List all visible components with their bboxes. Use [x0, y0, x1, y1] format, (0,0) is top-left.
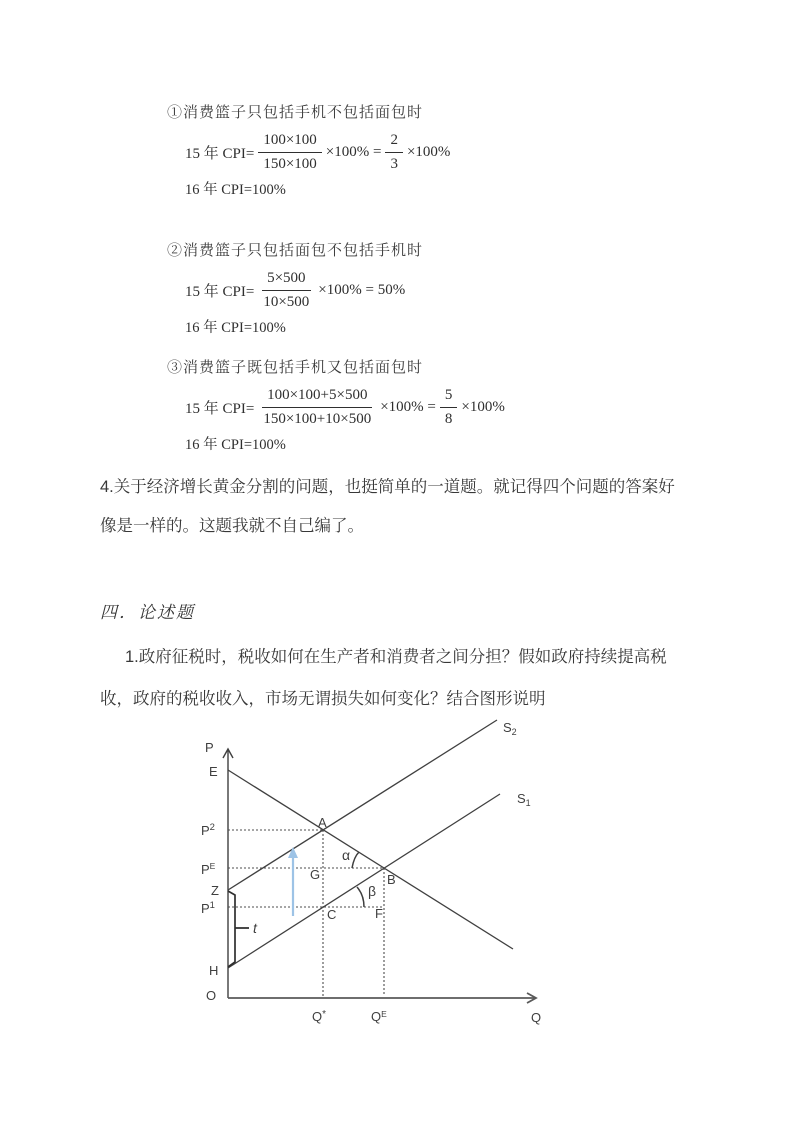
beta-angle-arc: [357, 887, 364, 907]
fraction-numerator: 100×100: [258, 131, 321, 153]
label-origin: O: [206, 988, 217, 1003]
result-denominator: 8: [444, 411, 453, 427]
label-point-b: B: [387, 872, 396, 887]
label-point-a: A: [318, 815, 327, 830]
tax-diagram: [190, 708, 565, 1038]
label-alpha: α: [342, 847, 351, 863]
label-h: H: [209, 963, 219, 978]
paragraph4-line1: 4.关于经济增长黄金分割的问题，也挺简单的一道题。就记得四个问题的答案好: [100, 478, 675, 496]
cpi-answer-1: [167, 103, 450, 199]
label-s2: $S_2$: [503, 720, 517, 737]
question1-line2: 收，政府的税收收入，市场无谓损失如何变化？结合图形说明: [100, 690, 546, 708]
fraction-numerator: 100×100+5×500: [262, 386, 372, 408]
label-z: Z: [211, 883, 219, 898]
label-p2: $P^2$: [201, 822, 215, 838]
cpi-line2-3: 16 年 CPI=100%: [185, 437, 286, 453]
cpi-heading-2: ②消费篮子只包括面包不包括手机时: [167, 243, 424, 259]
cpi-heading-3: ③消费篮子既包括手机又包括面包时: [167, 360, 424, 376]
formula-mid: ×100% =: [380, 399, 436, 415]
fraction-denominator: 10×500: [263, 294, 310, 310]
label-qe: $Q^E$: [371, 1009, 387, 1024]
label-q: Q: [531, 1010, 542, 1025]
cpi-heading-1: ①消费篮子只包括手机不包括面包时: [167, 105, 424, 121]
result-fraction: [440, 386, 458, 429]
cpi-formula-1: [185, 131, 450, 174]
supply-curve-s2: [228, 720, 497, 890]
formula-prefix: 15 年 CPI=: [185, 146, 255, 162]
label-p1: $P^1$: [201, 900, 215, 916]
label-e: E: [209, 764, 218, 779]
label-beta: β: [368, 883, 377, 899]
formula-mid: ×100% =: [325, 144, 382, 160]
label-s1: $S_1$: [517, 791, 531, 808]
demand-curve: [228, 770, 513, 949]
fraction: [258, 131, 321, 174]
result-numerator: 2: [385, 131, 403, 153]
fraction-numerator: 5×500: [262, 269, 310, 291]
fraction-denominator: 150×100+10×500: [263, 411, 372, 427]
cpi-answer-3: [167, 358, 505, 454]
tax-brace: [228, 891, 249, 967]
label-point-f: F: [375, 906, 383, 921]
cpi-line2-2: 16 年 CPI=100%: [185, 320, 286, 336]
label-point-g: G: [310, 867, 321, 882]
label-tax-t: t: [253, 920, 257, 936]
fraction: [258, 386, 376, 429]
paragraph4-line2: 像是一样的。这题我就不自己编了。: [100, 517, 364, 535]
fraction: [258, 269, 314, 312]
label-p: P: [205, 740, 214, 755]
alpha-angle-arc: [352, 852, 359, 868]
label-point-c: C: [327, 907, 337, 922]
cpi-line2-1: 16 年 CPI=100%: [185, 182, 286, 198]
formula-prefix: 15 年 CPI=: [185, 284, 255, 300]
result-denominator: 3: [390, 156, 398, 172]
formula-mid: ×100% = 50%: [318, 282, 406, 298]
label-qstar: Q*: [312, 1009, 327, 1024]
formula-suffix: ×100%: [406, 144, 451, 160]
fraction-denominator: 150×100: [263, 156, 317, 172]
cpi-formula-3: [185, 386, 505, 429]
cpi-formula-2: [185, 269, 423, 312]
supply-shift-arrowhead-icon: [288, 847, 298, 858]
label-pe: $P^E$: [201, 861, 216, 877]
cpi-answer-2: [167, 241, 423, 337]
result-numerator: 5: [440, 386, 458, 408]
formula-prefix: 15 年 CPI=: [185, 401, 255, 417]
section-heading: 四．论述题: [100, 603, 195, 622]
question1-line1: 1.政府征税时，税收如何在生产者和消费者之间分担？假如政府持续提高税: [125, 648, 667, 666]
formula-suffix: ×100%: [461, 399, 505, 415]
result-fraction: [385, 131, 403, 174]
supply-curve-s1: [228, 794, 500, 968]
